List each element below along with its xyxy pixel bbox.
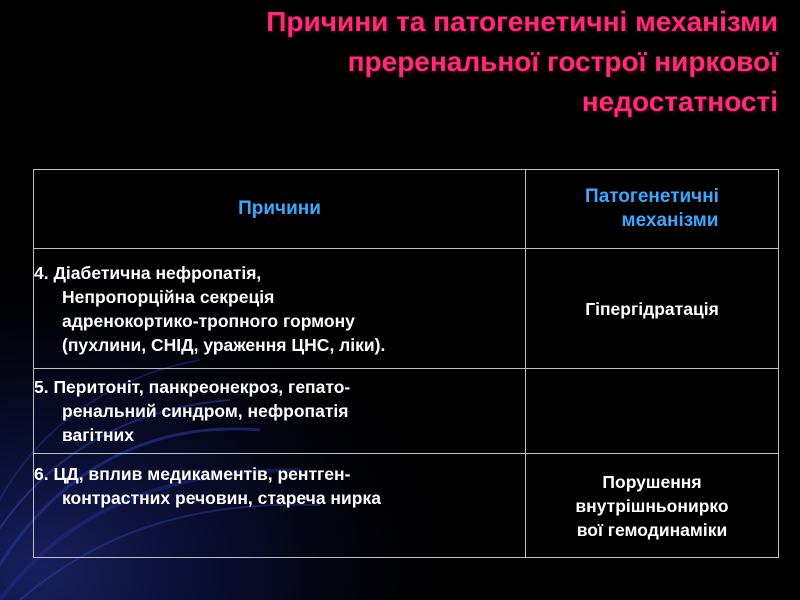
table-row <box>34 249 779 369</box>
mechanism-cell <box>526 454 779 558</box>
header-causes <box>34 170 526 249</box>
cause-line: 6. ЦД, вплив медикаментів, рентген- <box>34 464 351 484</box>
cause-line: вагітних <box>62 425 135 445</box>
header-mechanisms-line-2: механізми <box>621 210 719 231</box>
slide-title <box>58 2 778 122</box>
mechanism-line: Порушення <box>602 471 702 492</box>
cause-cell <box>34 369 526 454</box>
mechanism-line: вої гемодинаміки <box>576 519 728 540</box>
mechanism-line: Гіпергідратація <box>585 298 719 319</box>
title-line-3: недостатності <box>581 86 778 117</box>
causes-mechanisms-table <box>33 169 779 558</box>
mechanism-line: внутрішньонирко <box>575 495 729 516</box>
header-mechanisms <box>526 170 779 249</box>
cause-cell <box>34 249 526 369</box>
cause-line: контрастних речовин, стареча нирка <box>62 488 381 508</box>
table-row <box>34 454 779 558</box>
cause-cell <box>34 454 526 558</box>
cause-line: 5. Перитоніт, панкреонекроз, гепато- <box>34 377 351 397</box>
mechanism-cell-empty <box>526 369 779 454</box>
mechanism-cell <box>526 249 779 369</box>
cause-line: адренокортико-тропного гормону <box>62 310 355 331</box>
table-header-row <box>34 170 779 249</box>
header-mechanisms-line-1: Патогенетичні <box>585 186 719 207</box>
title-line-1: Причини та патогенетичні механізми <box>266 6 778 37</box>
title-line-2: преренальної гострої ниркової <box>347 46 778 77</box>
cause-line: ренальний синдром, нефропатія <box>62 401 349 421</box>
table-row <box>34 369 779 454</box>
cause-line: (пухлини, СНІД, ураження ЦНС, ліки). <box>62 334 386 355</box>
cause-line: Непропорційна секреція <box>62 286 275 307</box>
header-causes-label: Причини <box>238 198 321 219</box>
cause-line: 4. Діабетична нефропатія, <box>34 262 262 283</box>
